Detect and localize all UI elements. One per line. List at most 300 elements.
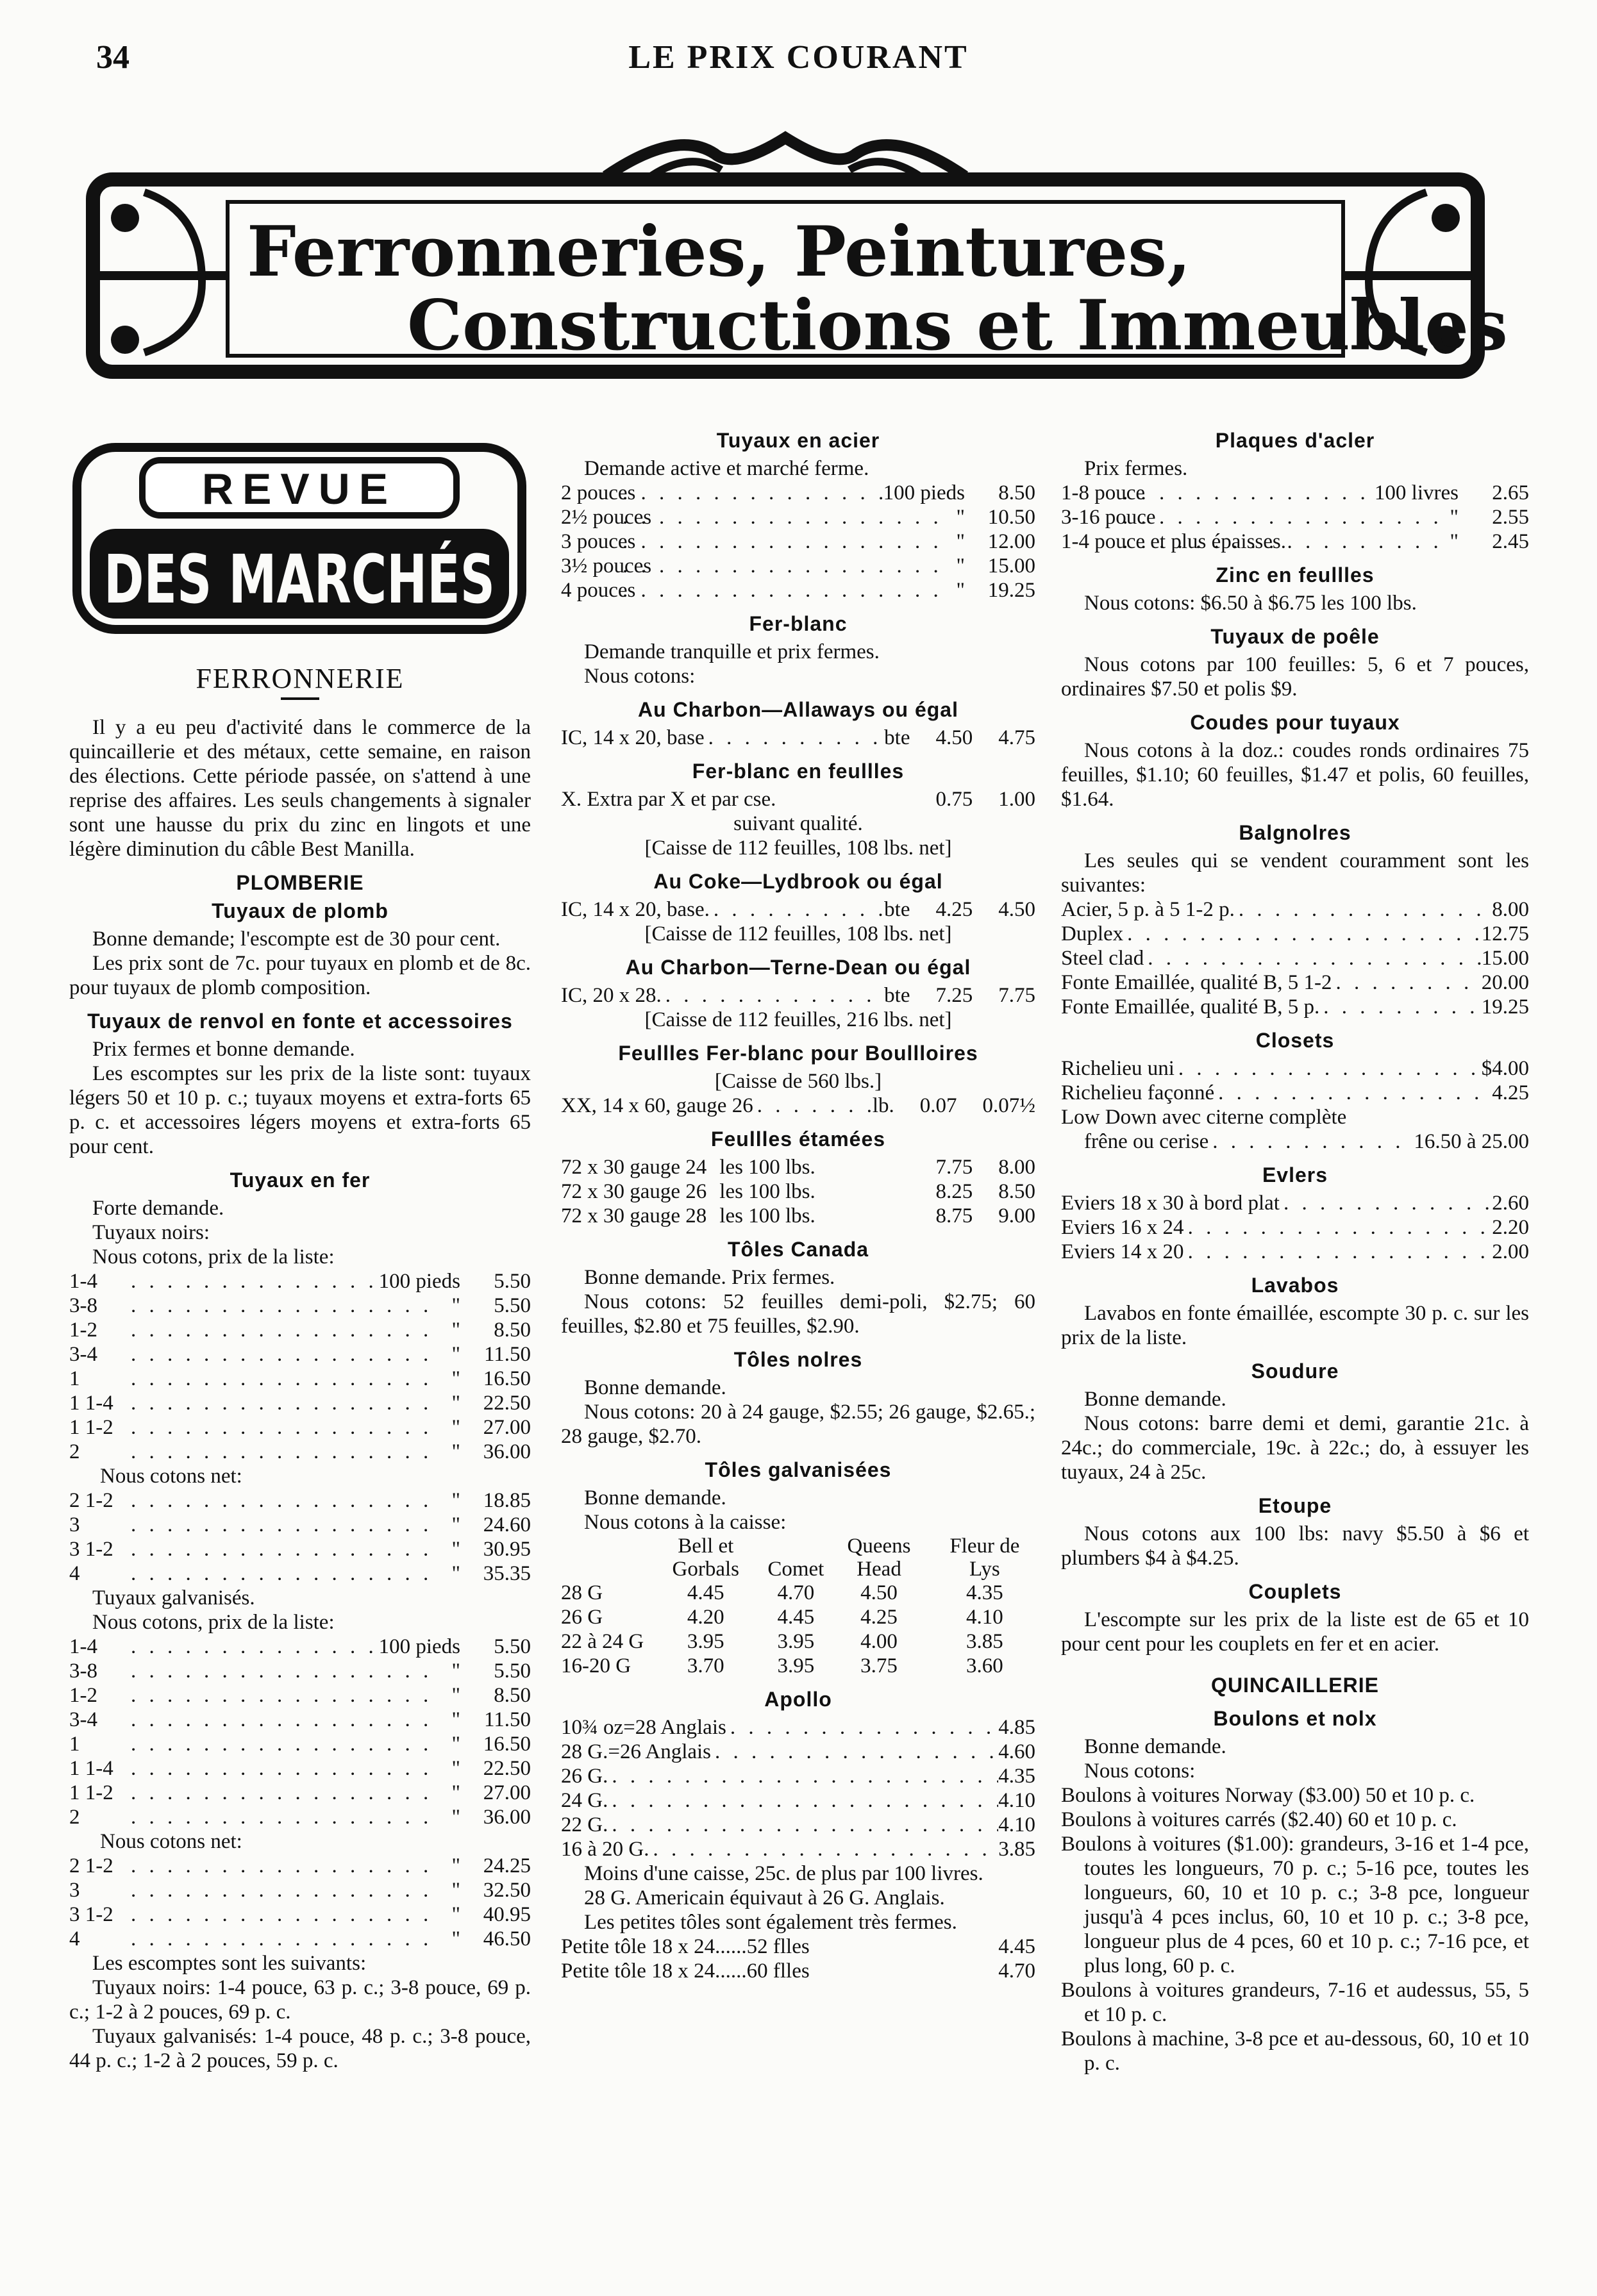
text: Lavabos en fonte émaillée, escompte 30 p. c. sur les prix de la liste. [1061, 1302, 1529, 1349]
bouilloires-heading: Feullles Fer-blanc pour Boullloires [618, 1042, 978, 1065]
row-cell: 2 1-2 [69, 1854, 113, 1877]
row-cell: " [451, 1513, 460, 1536]
price-row [69, 1683, 531, 1708]
price-row [561, 1788, 1035, 1813]
eviers-list [1061, 1191, 1529, 1264]
price-row [69, 1294, 531, 1318]
row-cell: 32.50 [483, 1879, 531, 1902]
tuyaux-poele-heading: Tuyaux de poêle [1210, 625, 1380, 648]
row-cell: 2 pouces [561, 481, 636, 504]
table-cell: 4.45 [777, 1606, 815, 1629]
plaques-list [1061, 481, 1529, 554]
price-row [1061, 1215, 1529, 1240]
text: Les prix sont de 7c. pour tuyaux en plomb et de 8c. pour tuyaux de plomb composition. [69, 952, 531, 999]
row-cell: 3-4 [69, 1708, 97, 1731]
row-cell [810, 1934, 999, 1959]
row-cell: 8.00 [998, 1156, 1035, 1179]
text: Nous cotons par 100 feuilles: 5, 6 et 7 pouces, ordinaires $7.50 et polis $9. [1061, 653, 1529, 701]
price-row [69, 1269, 531, 1294]
terne-dean-heading: Au Charbon—Terne-Dean ou égal [625, 956, 971, 979]
table-row [561, 1605, 1035, 1629]
divider [281, 697, 319, 700]
row-cell: 20.00 [1481, 971, 1529, 994]
row-cell: " [451, 1854, 460, 1877]
row-cell: " [451, 1367, 460, 1390]
price-row [69, 1561, 531, 1586]
tuyaux-plomb-heading: Tuyaux de plomb [212, 899, 389, 922]
column-header: Bell et Gorbals [672, 1535, 740, 1581]
row-cell: 4 [69, 1562, 80, 1585]
table-cell: 4.00 [860, 1630, 898, 1653]
price-row [69, 1342, 531, 1367]
row-cell: 100 pieds [378, 1270, 460, 1293]
row-cell: 8.00 [1492, 898, 1529, 921]
price-row [561, 554, 1035, 578]
fer-blanc-heading: Fer-blanc [749, 612, 848, 635]
logo-graphic [72, 442, 527, 635]
row-cell: " [451, 1319, 460, 1342]
galv-price-list [69, 1635, 531, 1829]
row-cell: " [451, 1781, 460, 1804]
row-cell [810, 1959, 999, 1983]
banner-line-2: Constructions et Immeubles [407, 285, 1508, 366]
price-row [561, 1813, 1035, 1837]
row-cell: " [451, 1879, 460, 1902]
row-cell: Richelieu uni [1061, 1057, 1175, 1080]
tuyaux-renvoi-heading: Tuyaux de renvol en fonte et accessoires [87, 1010, 513, 1033]
logo-top-text: REVUE [201, 465, 397, 513]
price-row [69, 1488, 531, 1513]
row-cell: les 100 lbs. [719, 1204, 815, 1227]
row-cell: 4.85 [998, 1716, 1035, 1739]
row-cell: 2 [69, 1806, 80, 1829]
au-charbon-heading: Au Charbon—Allaways ou égal [638, 698, 958, 721]
row-cell: 24.25 [483, 1854, 531, 1877]
price-row [69, 1781, 531, 1805]
row-cell: 4.10 [998, 1813, 1035, 1836]
etoupe-heading: Etoupe [1258, 1494, 1332, 1517]
price-row [69, 1318, 531, 1342]
table-cell: 4.50 [860, 1581, 898, 1604]
table-cell: 4.20 [687, 1606, 724, 1629]
row-cell: 22.50 [483, 1392, 531, 1415]
row-cell: 1 [69, 1367, 80, 1390]
toles-galvanisees-heading: Tôles galvanisées [705, 1458, 892, 1481]
row-cell: " [451, 1562, 460, 1585]
price-row [561, 529, 1035, 554]
price-row [561, 1959, 1035, 1983]
row-cell: 5.50 [494, 1294, 531, 1317]
revue-des-marches-logo [72, 442, 527, 635]
text: [Caisse de 560 lbs.] [714, 1070, 882, 1093]
row-cell: 12.75 [1481, 922, 1529, 945]
page-header [0, 38, 1597, 83]
row-cell: " [451, 1660, 460, 1683]
text: Nous cotons, prix de la liste: [92, 1245, 335, 1269]
table-header-row [561, 1535, 1035, 1581]
table-cell: 16-20 G [561, 1654, 631, 1677]
text: Forte demande. [92, 1197, 224, 1220]
row-cell: " [451, 1489, 460, 1512]
text: Prix fermes. [1084, 457, 1188, 480]
table-cell: 3.95 [777, 1630, 815, 1653]
etamees-list [561, 1155, 1035, 1228]
price-row [561, 1740, 1035, 1764]
soudure-heading: Soudure [1251, 1360, 1339, 1383]
row-cell: 46.50 [483, 1927, 531, 1951]
row-cell: 28 G.=26 Anglais [561, 1740, 712, 1763]
row-cell: " [451, 1538, 460, 1561]
closets-heading: Closets [1255, 1029, 1335, 1052]
price-row [69, 1391, 531, 1415]
text: [Caisse de 112 feuilles, 108 lbs. net] [644, 922, 952, 945]
row-cell: 27.00 [483, 1781, 531, 1804]
list-item: Boulons à voitures Norway ($3.00) 50 et 10 p. c. [1061, 1784, 1475, 1807]
row-cell: 1-2 [69, 1684, 97, 1707]
row-cell: 8.50 [998, 1180, 1035, 1203]
row-cell: " [451, 1392, 460, 1415]
row-cell: Petite tôle 18 x 24......60 flles [561, 1959, 810, 1983]
table-cell: 28 G [561, 1581, 603, 1604]
row-cell: 3-16 pouce [1061, 506, 1156, 529]
row-cell: 4.60 [998, 1740, 1035, 1763]
row-cell: " [1450, 506, 1459, 529]
table-cell: 22 à 24 G [561, 1630, 644, 1653]
row-cell: 8.50 [494, 1319, 531, 1342]
row-cell: 40.95 [483, 1903, 531, 1926]
price-row [561, 1934, 1035, 1959]
price-row [1061, 922, 1529, 946]
row-cell: 10.50 [987, 506, 1035, 529]
row-cell: " [451, 1343, 460, 1366]
logo-bottom-text: DES MARCHÉS [104, 540, 495, 619]
table-row [561, 1581, 1035, 1605]
row-cell: 1-8 pouce [1061, 481, 1146, 504]
text: Bonne demande. [584, 1486, 726, 1510]
table-cell: 26 G [561, 1606, 603, 1629]
text: Nous cotons net: [100, 1830, 242, 1853]
price-row [561, 1764, 1035, 1788]
galv-net-list [69, 1854, 531, 1951]
text: Les seules qui se vendent couramment sont les suivantes: [1061, 849, 1529, 897]
price-row [69, 1659, 531, 1683]
row-cell: 1-4 pouce et plus épaisses. [1061, 530, 1286, 553]
galvanisees-table [561, 1535, 1035, 1678]
lavabos-heading: Lavabos [1251, 1274, 1339, 1297]
row-cell: 3-8 [69, 1660, 97, 1683]
row-cell: 2.65 [1492, 481, 1529, 504]
row-cell: 3 [69, 1879, 80, 1902]
row-cell: " [451, 1733, 460, 1756]
price-row [561, 1155, 1035, 1179]
column-3 [1061, 428, 1529, 2076]
text: suivant qualité. [733, 812, 863, 835]
row-cell: $4.00 [1481, 1057, 1529, 1080]
baignoires-list [1061, 897, 1529, 1019]
text: Nous cotons: [584, 665, 696, 688]
row-cell: " [956, 530, 965, 553]
coudes-heading: Coudes pour tuyaux [1190, 711, 1400, 734]
row-cell: " [1450, 530, 1459, 553]
page-number: 34 [96, 39, 130, 76]
row-cell: 22.50 [483, 1757, 531, 1780]
text: Demande tranquille et prix fermes. [584, 640, 880, 663]
row-cell: 15.00 [987, 554, 1035, 578]
plomberie-heading: PLOMBERIE [236, 871, 364, 894]
list-item: Boulons à machine, 3-8 pce et au-dessous, 60, 10 et 10 p. c. [1061, 2027, 1529, 2075]
text: Bonne demande. [1084, 1388, 1226, 1411]
price-row [1061, 995, 1529, 1019]
row-cell: " [451, 1927, 460, 1951]
row-cell: 100 pieds [883, 481, 965, 504]
text: 28 G. Americain équivaut à 26 G. Anglais. [584, 1886, 945, 1909]
text: [Caisse de 112 feuilles, 216 lbs. net] [644, 1008, 952, 1031]
row-cell: " [451, 1684, 460, 1707]
row-cell: Fonte Emaillée, qualité B, 5 1-2 [1061, 971, 1332, 994]
row-cell: 36.00 [483, 1806, 531, 1829]
row-cell: " [956, 579, 965, 602]
text: Tuyaux galvanisés. [92, 1586, 255, 1610]
text: Nous cotons à la doz.: coudes ronds ordinaires 75 feuilles, $1.10; 60 feuilles, $1.47 et polis, 60 feuilles, $1.64. [1061, 739, 1529, 811]
price-row: IC, 14 x 20, base . . . bte 4.50 4.75 [561, 726, 1035, 750]
row-cell: " [956, 554, 965, 578]
table-cell: 3.60 [966, 1654, 1003, 1677]
row-cell: 7.75 [935, 1156, 973, 1179]
row-cell: 3 1-2 [69, 1903, 113, 1926]
row-cell: 72 x 30 gauge 26 [561, 1180, 707, 1203]
price-row [69, 1513, 531, 1537]
noirs-price-list [69, 1269, 531, 1464]
row-cell: 3-8 [69, 1294, 97, 1317]
price-row [69, 1756, 531, 1781]
section-banner [74, 115, 1508, 397]
row-cell: Richelieu façonné [1061, 1081, 1215, 1104]
column-header: Queens Head [847, 1535, 911, 1581]
row-cell: 8.50 [998, 481, 1035, 504]
row-cell: 2.55 [1492, 506, 1529, 529]
row-cell: " [451, 1294, 460, 1317]
price-row [561, 1204, 1035, 1228]
text: Prix fermes et bonne demande. [92, 1038, 355, 1061]
column-1 [69, 663, 531, 2073]
row-cell: 3.85 [998, 1838, 1035, 1861]
price-row [1061, 481, 1529, 505]
text: Les escomptes sur les prix de la liste sont: tuyaux légers 50 et 10 p. c.; tuyaux moyens et extra-forts 65 p. c. et accessoires légers moyens et extra-forts 65 pour cent. [69, 1062, 531, 1158]
text: Bonne demande. [1084, 1735, 1226, 1758]
price-row [561, 481, 1035, 505]
row-cell: 3 [69, 1513, 80, 1536]
row-cell: 2.00 [1492, 1240, 1529, 1263]
row-cell: 12.00 [987, 530, 1035, 553]
row-cell: 4 [69, 1927, 80, 1951]
table-cell: 3.85 [966, 1630, 1003, 1653]
row-cell: 2½ pouces [561, 506, 652, 529]
row-cell: 100 livres [1374, 481, 1459, 504]
running-title: LE PRIX COURANT [628, 39, 969, 76]
price-row: IC, 14 x 20, base. . . . bte 4.25 4.50 [561, 897, 1035, 922]
price-row [69, 1440, 531, 1464]
table-cell: 3.75 [860, 1654, 898, 1677]
price-row: IC, 20 x 28. . . . bte 7.25 7.75 [561, 983, 1035, 1008]
ferronnerie-heading: FERRONNERIE [196, 663, 405, 694]
price-row [69, 1878, 531, 1902]
row-cell: Eviers 16 x 24 [1061, 1216, 1184, 1239]
table-cell: 3.70 [687, 1654, 724, 1677]
row-cell: 1 1-4 [69, 1392, 113, 1415]
row-cell: les 100 lbs. [719, 1180, 815, 1203]
price-row [561, 505, 1035, 529]
text: Tuyaux noirs: 1-4 pouce, 63 p. c.; 3-8 pouce, 69 p. c.; 1-2 à 2 pouces, 69 p. c. [69, 1976, 531, 2024]
row-cell: 11.50 [483, 1708, 531, 1731]
row-cell: 2.20 [1492, 1216, 1529, 1239]
row-cell: 4.25 [1492, 1081, 1529, 1104]
row-cell [815, 1179, 936, 1204]
table-cell: 4.10 [966, 1606, 1003, 1629]
row-cell: 72 x 30 gauge 24 [561, 1156, 707, 1179]
row-cell: 5.50 [494, 1270, 531, 1293]
text: [Caisse de 112 feuilles, 108 lbs. net] [644, 836, 952, 860]
price-row [69, 1708, 531, 1732]
price-row [1061, 1081, 1529, 1105]
text: Tuyaux noirs: [92, 1221, 210, 1244]
row-cell: 2 1-2 [69, 1489, 113, 1512]
couplets-heading: Couplets [1248, 1580, 1342, 1603]
text: Nous cotons: 20 à 24 gauge, $2.55; 26 gauge, $2.65.; 28 gauge, $2.70. [561, 1401, 1035, 1448]
row-cell: " [451, 1416, 460, 1439]
au-coke-heading: Au Coke—Lydbrook ou égal [653, 870, 943, 893]
row-cell: Eviers 14 x 20 [1061, 1240, 1184, 1263]
row-cell: 8.25 [935, 1180, 973, 1203]
price-row [1061, 1191, 1529, 1215]
row-cell: Duplex [1061, 922, 1124, 945]
row-cell: 19.25 [987, 579, 1035, 602]
text: Nous cotons: $6.50 à $6.75 les 100 lbs. [1084, 592, 1417, 615]
column-2 [561, 428, 1035, 1983]
row-cell: Acier, 5 p. à 5 1-2 p. [1061, 898, 1235, 921]
toles-noires-heading: Tôles nolres [733, 1348, 863, 1371]
text: Les escomptes sont les suivants: [92, 1952, 367, 1975]
table-row [561, 1629, 1035, 1654]
row-cell: 2.45 [1492, 530, 1529, 553]
price-row [69, 1805, 531, 1829]
price-row [69, 1854, 531, 1878]
row-cell: " [956, 506, 965, 529]
price-row: XX, 14 x 60, gauge 26 . . . lb. 0.07 0.07½ [561, 1094, 1035, 1118]
eviers-heading: Evlers [1262, 1163, 1328, 1186]
table-cell: 4.45 [687, 1581, 724, 1604]
row-cell [815, 1155, 936, 1179]
price-row [1061, 505, 1529, 529]
row-cell: 2.60 [1492, 1192, 1529, 1215]
row-cell: " [451, 1806, 460, 1829]
row-cell: 4 pouces [561, 579, 636, 602]
row-cell: 1-4 [69, 1635, 97, 1658]
row-cell: 11.50 [483, 1343, 531, 1366]
price-row [1061, 946, 1529, 970]
table-cell: 4.70 [777, 1581, 815, 1604]
closets-list [1061, 1056, 1529, 1105]
row-cell: Steel clad [1061, 947, 1144, 970]
row-cell: 4.70 [998, 1959, 1035, 1983]
text: Nous cotons aux 100 lbs: navy $5.50 à $6 et plumbers $4 à $4.25. [1061, 1522, 1529, 1570]
text: Nous cotons: barre demi et demi, garantie 21c. à 24c.; do commerciale, 19c. à 22c.; do, à essuyer les tuyaux, 24 à 25c. [1061, 1412, 1529, 1484]
text: Nous cotons à la caisse: [584, 1511, 787, 1534]
row-cell: " [451, 1903, 460, 1926]
text: Nous cotons, prix de la liste: [92, 1611, 335, 1634]
row-cell: 3 1-2 [69, 1538, 113, 1561]
price-row [69, 1902, 531, 1927]
row-cell: 1 1-2 [69, 1416, 113, 1439]
row-cell: 36.00 [483, 1440, 531, 1463]
price-row [1061, 970, 1529, 995]
tuyaux-fer-heading: Tuyaux en fer [230, 1169, 371, 1192]
text: Low Down avec citerne complète [1061, 1106, 1347, 1129]
price-row [69, 1537, 531, 1561]
price-row [561, 1179, 1035, 1204]
row-cell: 30.95 [483, 1538, 531, 1561]
row-cell: 4.35 [998, 1765, 1035, 1788]
row-cell: 5.50 [494, 1635, 531, 1658]
price-row [69, 1635, 531, 1659]
row-cell: 24.60 [483, 1513, 531, 1536]
table-cell: 3.95 [777, 1654, 815, 1677]
row-cell: 72 x 30 gauge 28 [561, 1204, 707, 1227]
row-cell: 27.00 [483, 1416, 531, 1439]
zinc-heading: Zinc en feullles [1216, 563, 1375, 586]
row-cell: les 100 lbs. [719, 1156, 815, 1179]
intro-paragraph: Il y a eu peu d'activité dans le commerce de la quincaillerie et des métaux, cette semaine, en raison des élections. Cette période passée, on s'attend à une reprise des affaires. Les seuls changements à signaler sont une hausse du prix du zinc en lingots et une légère diminution du câble Best Manilla. [69, 716, 531, 861]
table-row [561, 1654, 1035, 1678]
row-cell: 1 1-4 [69, 1757, 113, 1780]
text: L'escompte sur les prix de la liste est de 65 et 10 pour cent pour les couplets en fer et en acier. [1061, 1608, 1529, 1656]
apollo-list [561, 1715, 1035, 1861]
price-row [1061, 1240, 1529, 1264]
text: Bonne demande. [584, 1376, 726, 1399]
row-cell: 1-4 [69, 1270, 97, 1293]
feuilles-etamees-heading: Feullles étamées [710, 1127, 886, 1151]
boulons-heading: Boulons et nolx [1213, 1707, 1377, 1730]
row-cell: 4.10 [998, 1789, 1035, 1812]
row-cell: 16.50 [483, 1733, 531, 1756]
row-cell: 10¾ oz=28 Anglais [561, 1716, 726, 1739]
row-cell: 16 à 20 G. [561, 1838, 649, 1861]
plaques-acier-heading: Plaques d'acler [1215, 429, 1375, 452]
row-cell: 1 1-2 [69, 1781, 113, 1804]
row-cell: 4.45 [998, 1935, 1035, 1958]
row-cell: " [451, 1440, 460, 1463]
row-cell: 26 G. [561, 1765, 608, 1788]
list-item: Boulons à voitures carrés ($2.40) 60 et 10 p. c. [1061, 1808, 1457, 1831]
fer-blanc-feuilles-heading: Fer-blanc en feullles [692, 760, 905, 783]
text: Nous cotons: 52 feuilles demi-poli, $2.75; 60 feuilles, $2.80 et 75 feuilles, $2.90. [561, 1290, 1035, 1338]
row-cell: 19.25 [1481, 995, 1529, 1019]
price-row: frêne ou cerise . . . 16.50 à 25.00 [1061, 1129, 1529, 1154]
row-cell: Petite tôle 18 x 24......52 flles [561, 1935, 810, 1958]
price-row [1061, 1056, 1529, 1081]
row-cell: 18.85 [483, 1489, 531, 1512]
list-item: Boulons à voitures grandeurs, 7-16 et audessus, 55, 5 et 10 p. c. [1061, 1979, 1529, 2026]
list-item: Boulons à voitures ($1.00): grandeurs, 3-16 et 1-4 pce, toutes les longueurs, 70 p. c.; 5-16 pce, toutes les longueurs, 60, 10 et 10 p. c.; 3-8 pce, longueur jusqu'à 4 pces inclus, 60, 10 et 10 p. c.; 3-8 pce, longueur plus de 4 pces, 60 et 10 p. c.; 7-16 pce, et plus long, 60 p. c. [1061, 1833, 1529, 1977]
tuyaux-acier-heading: Tuyaux en acier [716, 429, 880, 452]
text: Bonne demande. Prix fermes. [584, 1266, 835, 1289]
toles-canada-heading: Tôles Canada [727, 1238, 869, 1261]
text: Nous cotons: [1084, 1759, 1196, 1783]
text: Les petites tôles sont également très fermes. [584, 1911, 957, 1934]
price-row [561, 578, 1035, 603]
row-cell: " [451, 1757, 460, 1780]
column-header: Fleur de Lys [949, 1535, 1020, 1581]
row-cell: 9.00 [998, 1204, 1035, 1227]
